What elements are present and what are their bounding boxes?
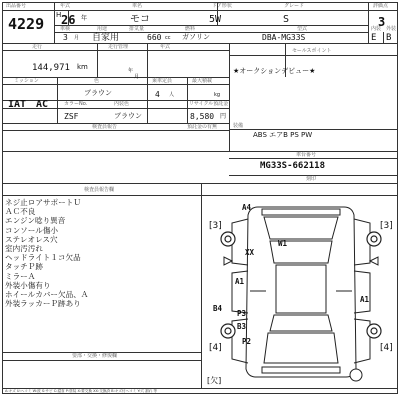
equipment-rule — [229, 129, 398, 130]
notes-label: 検査員報告欄 — [84, 187, 115, 193]
mark-xx: XX — [245, 248, 255, 257]
color-code-value: ZSF — [64, 112, 79, 121]
mark-a1-right: A1 — [360, 295, 370, 304]
use-label: 用途 — [97, 26, 108, 32]
score-label: 評価点 — [373, 3, 389, 9]
mileage-unit: km — [77, 63, 88, 71]
notes-footer-label: 要部・交換・修復欄 — [72, 353, 118, 359]
grade-value: S — [283, 14, 290, 25]
car-name-label: 車名 — [132, 3, 143, 9]
notes-list — [5, 198, 199, 308]
trim-value: ブラウン — [114, 112, 142, 120]
fuel-value: ガソリン — [182, 33, 210, 41]
score-value: 3 — [378, 15, 386, 29]
inspection-months: 3 — [63, 33, 68, 42]
load-label: 最大積載 — [192, 78, 213, 84]
tire-rear-left: [4] — [209, 343, 222, 353]
mark-a4: A4 — [242, 203, 252, 212]
specs-label-rule-4 — [2, 130, 229, 131]
note-line: タッチＰ跡 — [5, 262, 43, 272]
note-line: ネジ止ロアサポートＵ — [5, 198, 81, 207]
load-unit: kg — [214, 92, 221, 98]
color-value: ブラウン — [84, 89, 112, 97]
specs-col-1 — [97, 43, 98, 77]
lot-label: 出品番号 — [6, 3, 27, 9]
era-prefix: H — [56, 11, 62, 19]
note-line: ステレオレス穴 — [5, 234, 58, 244]
specs-col-2 — [147, 43, 148, 123]
chassis-label: 車台番号 — [296, 152, 317, 158]
mileage-label: 走行 — [32, 44, 43, 50]
owner-label: 年式 — [160, 44, 171, 50]
transmission-value: IAT — [8, 99, 27, 110]
note-line: コンソール傷小 — [5, 225, 59, 235]
model-code-label: 型式 — [297, 26, 308, 32]
color-no-label: カラーNo. — [64, 101, 88, 107]
notes-footer-rule-bottom — [2, 360, 201, 361]
history-label: 走行管理 — [108, 44, 129, 50]
note-line: エンジン唸り異音 — [5, 216, 66, 226]
specs-col-3 — [187, 77, 188, 123]
sales-point-label: セールスポイント — [292, 48, 332, 54]
recycle-unit: 円 — [220, 113, 227, 120]
year-suffix: 年 — [81, 15, 88, 22]
note-line: ヘッドライト１コ欠品 — [5, 253, 81, 263]
equipment-label: 装備 — [233, 123, 244, 129]
specs-label-rule-1 — [2, 50, 229, 51]
inspection-unit: 月 — [74, 35, 80, 41]
notes-divider — [201, 183, 202, 388]
recycle-value: 8,580 — [190, 112, 215, 121]
interior-label: 内装 — [371, 26, 382, 32]
inspection-label: 車検 — [60, 26, 71, 32]
fuel-label: 燃料 — [185, 26, 196, 32]
interior-grade: E — [371, 33, 377, 43]
year-value: 26 — [61, 13, 76, 27]
equipment-value: ABS エアB PS PW — [253, 131, 313, 139]
footer-legend: A:キズ U:ヘコミ W:波 S:サビ C:腐食 P:塗装 X:要交換 XX:交換済 B:キズ付ヘコミ Y:穴 割れ 等 — [5, 389, 158, 393]
specs-divider — [229, 43, 230, 151]
mark-b3: B3 — [237, 322, 247, 331]
chassis-bottom-rule — [2, 183, 398, 184]
car-diagram — [206, 199, 394, 385]
sales-point-text: ★オークションデビュー★ — [233, 67, 316, 75]
color-label: 色 — [94, 78, 100, 84]
sales-label-rule — [229, 55, 398, 56]
mark-b4: B4 — [213, 304, 223, 313]
seats-label: 乗車定員 — [152, 78, 173, 84]
doors-value: 5W — [209, 14, 222, 25]
specs-bottom-rule — [2, 151, 398, 152]
tire-spare: [欠] — [207, 376, 222, 385]
mark-w1: W1 — [278, 239, 288, 248]
lot-number: 4229 — [8, 15, 45, 33]
displacement-value: 660 — [147, 33, 162, 42]
notes-label-rule — [2, 195, 398, 196]
note-line: ミラーＡ — [5, 271, 36, 281]
note-line: 室内汚汚れ — [5, 244, 43, 254]
note-line: ＡＣ不良 — [5, 207, 36, 217]
tire-front-left: [3] — [209, 221, 222, 231]
mark-a1-left: A1 — [235, 277, 245, 286]
mark-p3: P3 — [237, 309, 247, 318]
model-code-value: DBA-MG33S — [262, 33, 306, 42]
year-label: 年式 — [60, 3, 71, 9]
header-bottom-rule — [2, 43, 398, 44]
tire-rear-right: [4] — [380, 343, 393, 353]
chassis-number: MG33S-662118 — [260, 161, 326, 171]
exterior-label: 外装 — [386, 26, 397, 32]
owner-unit: 月 — [134, 74, 140, 80]
seats-unit: 人 — [169, 92, 175, 98]
owner-value: 年 — [128, 68, 134, 74]
tire-front-right: [3] — [380, 221, 393, 231]
inspector-label: 検査員報告 — [92, 124, 118, 130]
chassis-label-rule — [229, 158, 398, 159]
chassis-location-label: 刻印 — [306, 176, 317, 182]
header-right-divider — [368, 25, 369, 43]
header-grade-divider — [383, 32, 384, 43]
engine-label: 排気量 — [129, 26, 145, 32]
grade-label: グレード — [284, 3, 305, 9]
trim-label: 内装色 — [114, 101, 130, 107]
note-line: ホイールカバー欠品、Ａ — [5, 290, 89, 300]
displacement-unit: cc — [165, 35, 171, 41]
auction-sheet — [2, 2, 398, 398]
specs-label-rule-2 — [2, 84, 229, 85]
header-rule — [2, 10, 398, 11]
note-line: 外装小傷有り — [5, 280, 51, 290]
recycle-label: リサイクル預託金 — [189, 101, 229, 107]
mileage-value: 144,971 — [32, 63, 70, 73]
ac-value: AC — [36, 99, 49, 110]
seats-value: 4 — [155, 90, 160, 99]
header-divider-1 — [54, 2, 55, 43]
exterior-grade: B — [386, 33, 392, 43]
usage-value: 自家用 — [92, 33, 120, 43]
doors-label: ドア形状 — [212, 3, 232, 9]
car-name: モコ — [130, 14, 150, 25]
note-line: 外装ラッカーＰ跡あり — [5, 299, 81, 309]
mission-label: ミッション — [14, 78, 39, 84]
recycle-note-label: 預託金の有無 — [187, 124, 218, 130]
mark-p2: P2 — [242, 337, 252, 346]
specs-col-4 — [57, 77, 58, 123]
